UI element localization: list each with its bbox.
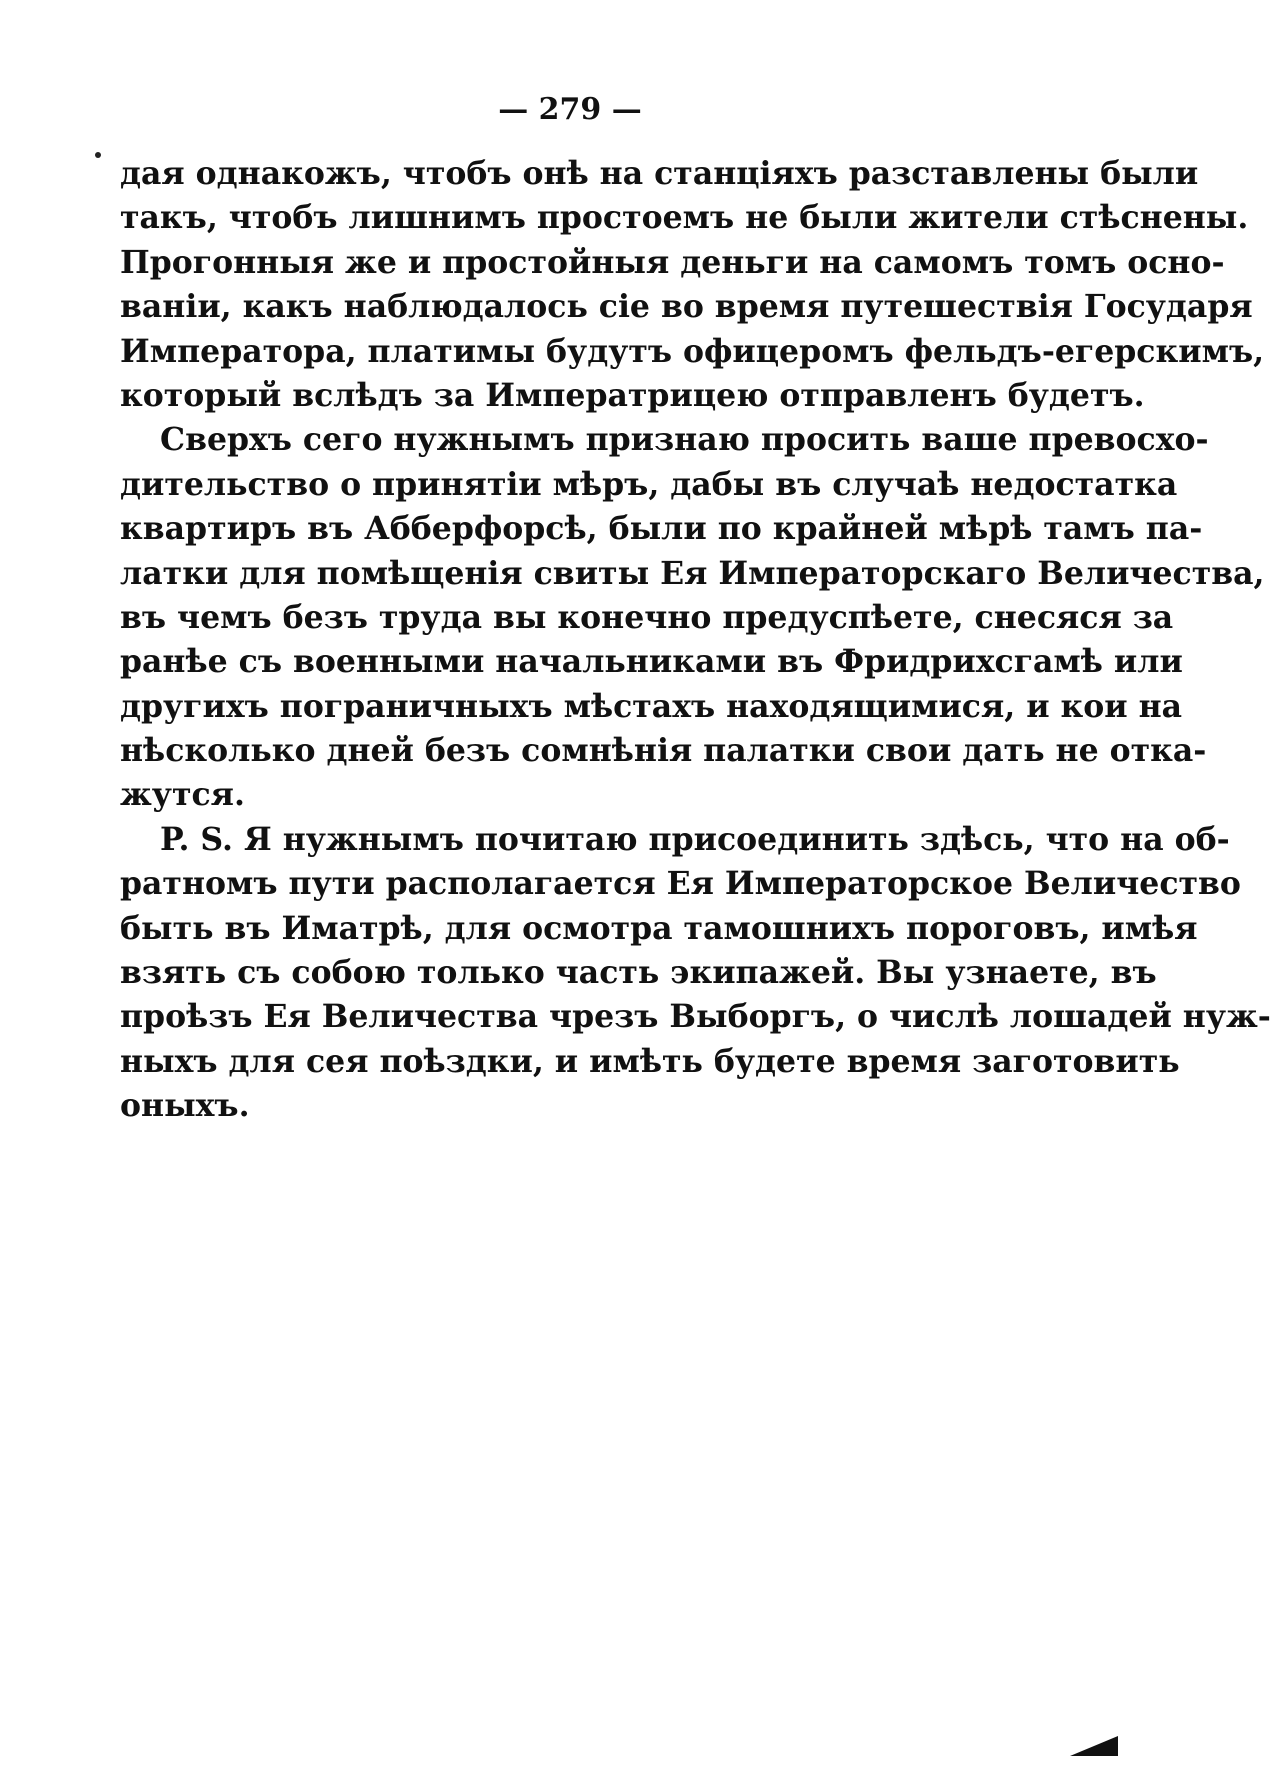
text-line: быть въ Иматрѣ, для осмотра тамошнихъ пороговъ, имѣя [120,909,1198,947]
text-line: проѣзъ Ея Величества чрезъ Выборгъ, о числѣ лошадей нуж- [120,998,1271,1036]
text-line: ранѣе съ военными начальниками въ Фридрихсгамѣ или [120,643,1183,681]
text-line: дительство о принятіи мѣръ, дабы въ случаѣ недостатка [120,465,1178,503]
margin-dot [95,152,101,158]
main-text [120,152,1271,1129]
corner-mark [1070,1736,1118,1756]
text-line: Императора, платимы будутъ офицеромъ фельдъ-егерскимъ, [120,332,1265,370]
text-line: другихъ пограничныхъ мѣстахъ находящимися, и кои на [120,687,1183,725]
text-line: ратномъ пути располагается Ея Императорское Величество [120,865,1241,903]
page-number: — 279 — [498,92,642,127]
text-line: въ чемъ безъ труда вы конечно предуспѣете, снесяся за [120,598,1174,636]
text-line: ныхъ для сея поѣздки, и имѣть будете время заготовить [120,1042,1180,1080]
text-line: ваніи, какъ наблюдалось сіе во время путешествія Государя [120,288,1253,326]
text-line: Сверхъ сего нужнымъ признаю просить ваше превосхо- [160,421,1209,459]
text-line: квартиръ въ Абберфорсѣ, были по крайней мѣрѣ тамъ па- [120,510,1203,548]
text-line: Прогонныя же и простойныя деньги на самомъ томъ осно- [120,243,1225,281]
text-line: жутся. [120,776,245,814]
text-line: латки для помѣщенія свиты Ея Императорскаго Величества, [120,554,1265,592]
text-line: P. S. Я нужнымъ почитаю присоединить здѣсь, что на об- [160,820,1230,858]
text-line: который вслѣдъ за Императрицею отправленъ будетъ. [120,376,1145,414]
paragraph-3 [120,818,1271,1129]
paragraph-1 [120,152,1265,418]
text-line: взять съ собою только часть экипажей. Вы узнаете, въ [120,954,1157,992]
paragraph-2 [120,418,1265,818]
text-line: дая однакожъ, чтобъ онѣ на станціяхъ разставлены были [120,155,1199,192]
text-line: нѣсколько дней безъ сомнѣнія палатки свои дать не отка- [120,732,1207,770]
text-line: такъ, чтобъ лишнимъ простоемъ не были жители стѣснены. [120,199,1249,237]
text-line: оныхъ. [120,1087,250,1125]
